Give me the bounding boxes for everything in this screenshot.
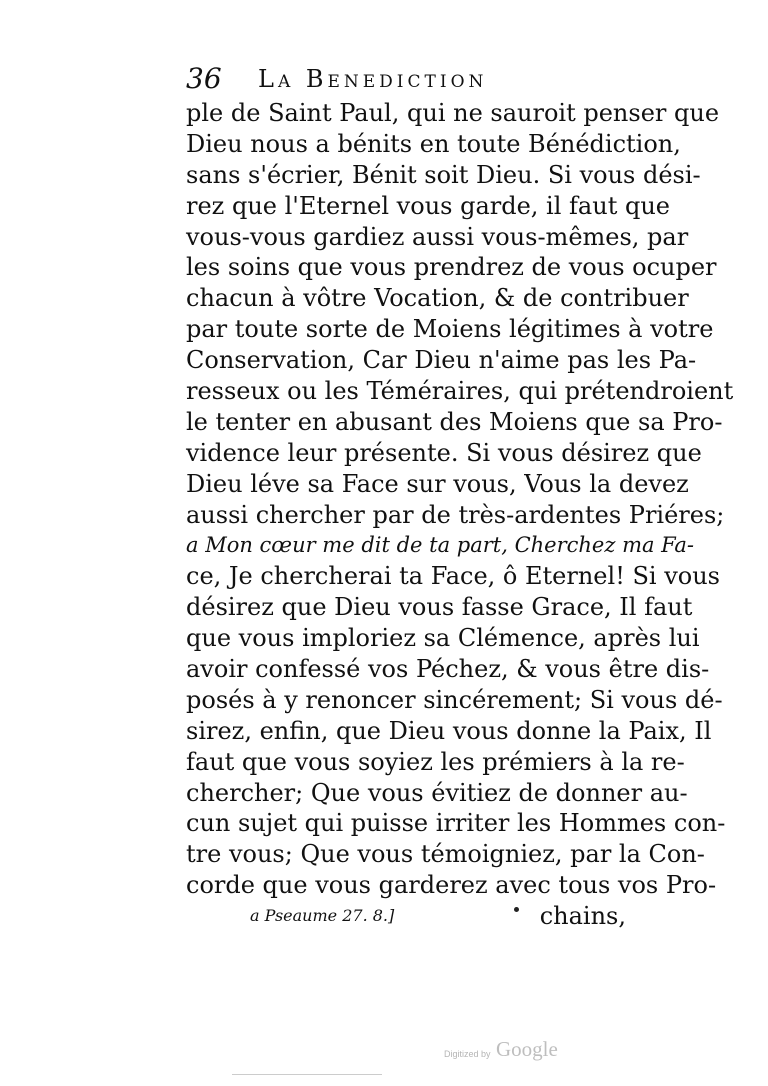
running-title: La Benediction [258,65,488,93]
text-line: sirez, enfin, que Dieu vous donne la Paix, Il [186,716,712,745]
text-line: désirez que Dieu vous fasse Grace, Il faut [186,593,693,622]
bottom-scan-line [232,1074,382,1075]
text-line: cun sujet qui puisse irriter les Hommes con- [186,809,726,838]
text-line: Conservation, Car Dieu n'aime pas les Pa- [186,346,697,375]
text-line: les soins que vous prendrez de vous ocuper [186,253,717,282]
text-line: faut que vous soyiez les prémiers à la re- [186,747,685,776]
text-line: avoir confessé vos Péchez, & vous être dis- [186,655,710,684]
text-line: Dieu nous a bénits en toute Bénédiction, [186,129,681,158]
page-header [186,62,626,96]
text-line: vous-vous gardiez aussi vous-mêmes, par [186,222,689,251]
text-line: sans s'écrier, Bénit soit Dieu. Si vous dési- [186,160,701,189]
text-line: posés à y renoncer sincérement; Si vous dé- [186,685,723,714]
text-line: chercher; Que vous évitiez de donner au- [186,778,688,807]
text-line: rez que l'Eternel vous garde, il faut que [186,191,670,220]
text-line: ce, Je chercherai ta Face, ô Eternel! Si vous [186,562,720,591]
body-text [186,98,734,932]
text-line: chacun à vôtre Vocation, & de contribuer [186,284,689,313]
text-line: corde que vous garderez avec tous vos Pro- [186,871,717,900]
google-watermark [444,1037,584,1063]
text-line: que vous imploriez sa Clémence, après lui [186,624,700,653]
text-line: Dieu léve sa Face sur vous, Vous la devez [186,469,689,498]
footnote: a Pseaume 27. 8.] [250,906,395,925]
google-logo: Google [496,1037,558,1061]
text-line: le tenter en abusant des Moiens que sa Pro- [186,407,723,436]
text-line: tre vous; Que vous témoigniez, par la Con- [186,840,705,869]
catchword: chains, [539,902,626,931]
ink-dot [514,907,519,912]
watermark-digitized-text: Digitized by [444,1049,491,1059]
page-number: 36 [186,62,222,95]
text-line: aussi chercher par de très-ardentes Priéres; [186,500,725,529]
text-line: ple de Saint Paul, qui ne sauroit penser que [186,99,720,127]
text-line: vidence leur présente. Si vous désirez que [186,438,702,467]
text-line-quote: a Mon cœur me dit de ta part, Cherchez ma Fa- [186,533,694,558]
text-line: par toute sorte de Moiens légitimes à votre [186,315,714,344]
text-line: resseux ou les Téméraires, qui prétendroient [186,377,734,406]
